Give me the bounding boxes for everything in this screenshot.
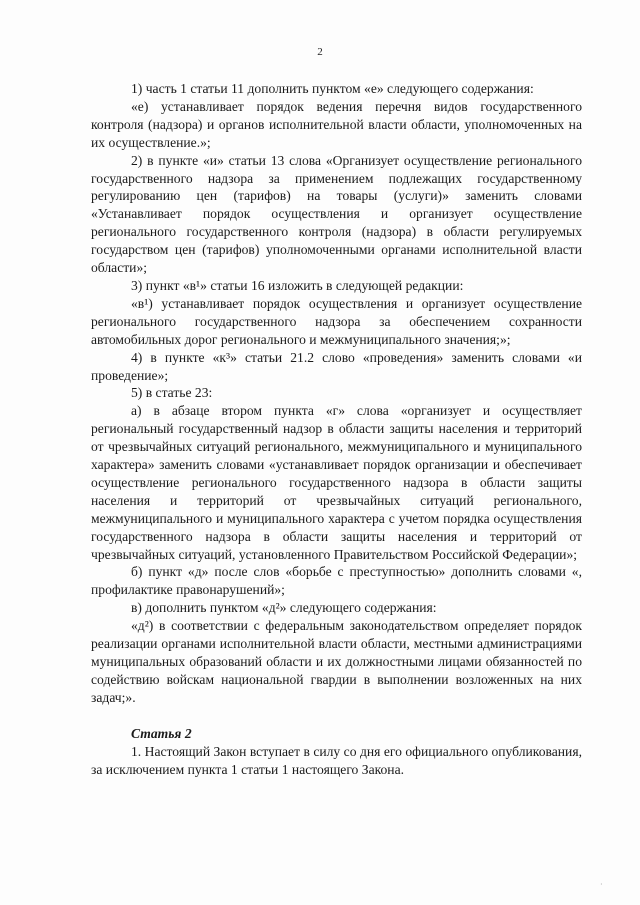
document-body bbox=[91, 80, 582, 778]
article-paragraph: 1. Настоящий Закон вступает в силу со дня его официального опубликования, за исключением пункта 1 статьи 1 настоящего Закона. bbox=[91, 743, 582, 777]
page-number: 2 bbox=[317, 46, 323, 58]
paragraph-item-3: 3) пункт «в¹» статьи 16 изложить в следующей редакции: bbox=[131, 277, 464, 293]
article-heading: Статья 2 bbox=[131, 725, 192, 741]
paragraph-item-4: 4) в пункте «к³» статьи 21.2 слово «проведения» заменить словами «и проведение»; bbox=[91, 349, 582, 383]
paragraph-item-1: 1) часть 1 статьи 11 дополнить пунктом «е» следующего содержания: bbox=[131, 81, 534, 96]
paragraph-item-5b: б) пункт «д» после слов «борьбе с преступностью» дополнить словами «, профилактике правонарушений»; bbox=[91, 564, 582, 598]
paragraph-item-2: 2) в пункте «и» статьи 13 слова «Организует осуществление регионального государственного надзора за применением подлежащих государственному регулированию цен (тарифов) на товары (услуги)» заменить словами «Устанавливает порядок осуществления и организует осуществление регионального государственного контроля (надзора) в области регулируемых государством цен (тарифов) уполномоченными органами исполнительной власти области»; bbox=[91, 152, 582, 276]
paragraph-item-5: 5) в статье 23: bbox=[131, 385, 213, 401]
scan-speck: · bbox=[600, 880, 603, 889]
paragraph-item-5v-text: «д²) в соответствии с федеральным законодательством определяет порядок реализации органами исполнительной власти области, местными администрациями муниципальных образований области и их должностными лицами обязанностей по содействию войскам национальной гвардии в выполнении возложенных на них задач;». bbox=[91, 618, 582, 705]
paragraph-item-3-text: «в¹) устанавливает порядок осуществления и организует осуществление регионального государственного надзора за обеспечением сохранности автомобильных дорог регионального и межмуниципального значения;»; bbox=[91, 295, 582, 347]
paragraph-item-5v: в) дополнить пунктом «д²» следующего содержания: bbox=[131, 600, 437, 616]
paragraph-item-5a: а) в абзаце втором пункта «г» слова «организует и осуществляет региональный государственный надзор в области защиты населения и территорий от чрезвычайных ситуаций регионального, межмуниципального и муниципального характера» заменить словами «устанавливает порядок организации и обеспечивает осуществление регионального государственного надзора в области защиты населения и территорий от чрезвычайных ситуаций регионального, межмуниципального и муниципального характера с учетом порядка осуществления государственного надзора в области защиты населения и территорий от чрезвычайных ситуаций, установленного Правительством Российской Федерации»; bbox=[91, 403, 582, 562]
paragraph-item-1e: «е) устанавливает порядок ведения перечня видов государственного контроля (надзора) и органов исполнительной власти области, уполномоченных на их осуществление.»; bbox=[91, 98, 582, 150]
